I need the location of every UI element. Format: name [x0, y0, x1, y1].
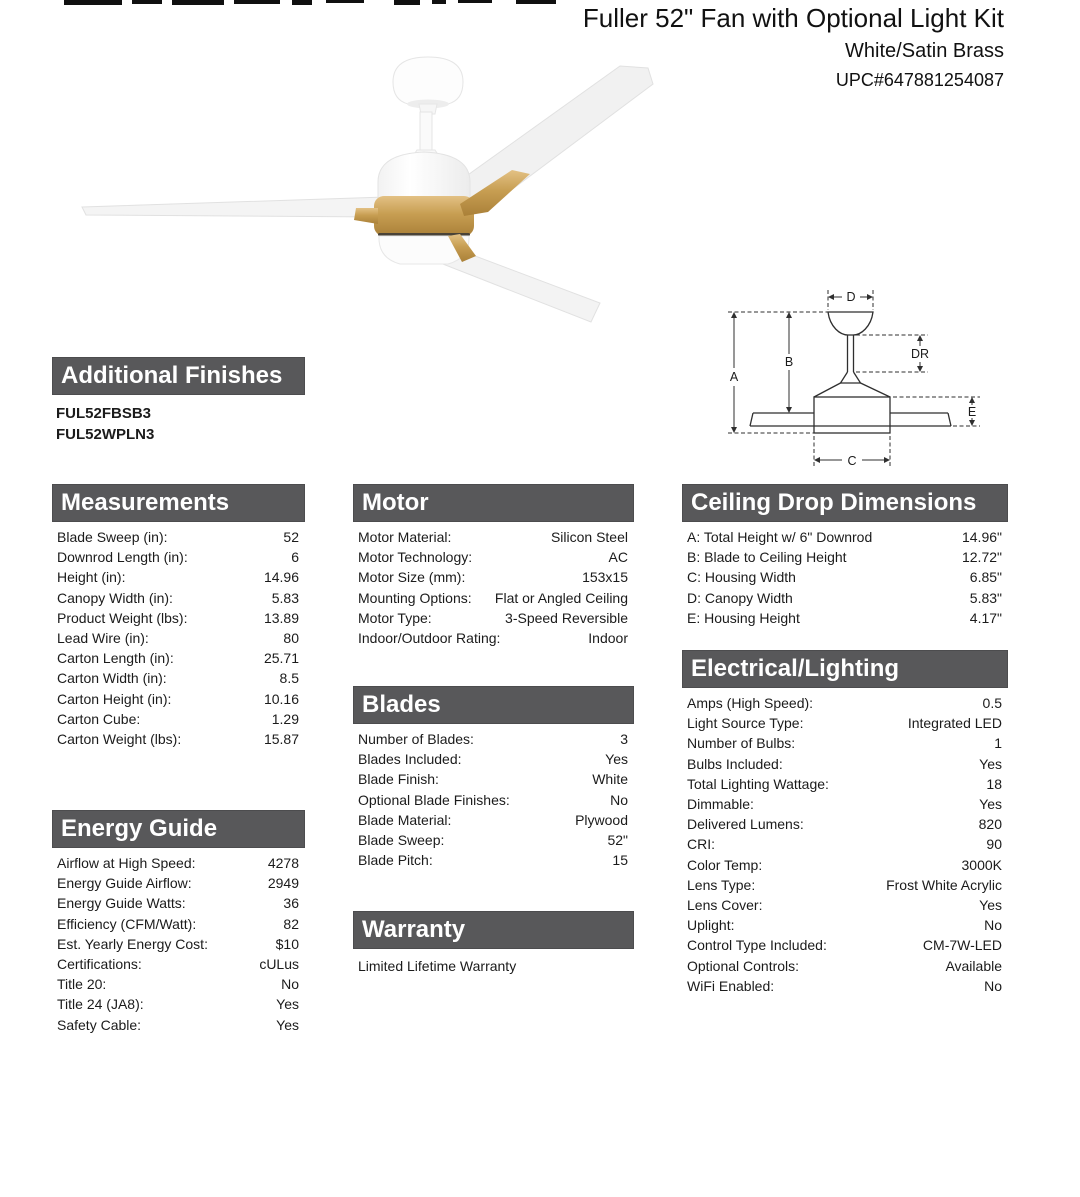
spec-label: Energy Guide Airflow:: [57, 875, 192, 892]
spec-label: Carton Cube:: [57, 710, 141, 727]
spec-row: [682, 915, 1008, 935]
spec-value: Available: [945, 957, 1002, 974]
fan-brass-arm-left: [354, 208, 378, 224]
spec-label: Lead Wire (in):: [57, 630, 149, 647]
spec-value: Indoor: [588, 630, 628, 647]
spec-row: [682, 814, 1008, 834]
spec-value: Integrated LED: [907, 715, 1002, 732]
spec-row: [52, 668, 305, 688]
spec-label: Motor Type:: [358, 609, 432, 626]
spec-label: Amps (High Speed):: [687, 695, 814, 712]
spec-label: Color Temp:: [687, 856, 763, 873]
spec-label: Indoor/Outdoor Rating:: [358, 630, 501, 647]
spec-label: Bulbs Included:: [687, 755, 783, 772]
spec-value: Plywood: [575, 811, 628, 828]
spec-value: No: [281, 976, 299, 993]
spec-value: 3: [620, 731, 628, 748]
spec-row: [52, 547, 305, 567]
spec-label: Motor Material:: [358, 529, 452, 546]
upc-code: UPC#647881254087: [835, 70, 1004, 90]
spec-label: E: Housing Height: [687, 609, 800, 626]
spec-row: [682, 774, 1008, 794]
spec-value: 52": [607, 832, 628, 849]
energy-guide-header: Energy Guide: [52, 810, 305, 848]
spec-row: [52, 628, 305, 648]
spec-label: Motor Technology:: [358, 549, 473, 566]
fan-blade-left: [82, 197, 390, 217]
spec-value: 153x15: [582, 569, 628, 586]
measurements-header: Measurements: [52, 484, 305, 522]
spec-value: AC: [608, 549, 628, 566]
spec-row: [52, 853, 305, 873]
spec-row: [52, 567, 305, 587]
spec-label: Blade Material:: [358, 811, 452, 828]
spec-row: [52, 709, 305, 729]
fan-blade-upper-right: [458, 66, 653, 206]
motor-section: [353, 484, 634, 648]
spec-row: [52, 689, 305, 709]
energy-guide-rows: [52, 848, 305, 1035]
spec-value: White: [592, 771, 628, 788]
spec-label: Product Weight (lbs):: [57, 609, 188, 626]
spec-value: Yes: [276, 996, 299, 1013]
ceiling-drop-rows: [682, 522, 1008, 628]
spec-label: Carton Weight (lbs):: [57, 730, 182, 747]
spec-label: Mounting Options:: [358, 589, 472, 606]
spec-value: 8.5: [279, 670, 299, 687]
spec-row: [52, 1015, 305, 1035]
motor-rows: [353, 522, 634, 648]
spec-value: 5.83": [969, 589, 1002, 606]
spec-label: Blade Sweep:: [358, 832, 445, 849]
spec-row: [52, 994, 305, 1014]
spec-value: 36: [283, 895, 299, 912]
spec-label: Canopy Width (in):: [57, 589, 173, 606]
spec-row: [52, 974, 305, 994]
diagram-label-c: C: [847, 454, 857, 468]
spec-row: [682, 935, 1008, 955]
spec-row: [682, 834, 1008, 854]
measurements-rows: [52, 522, 305, 749]
spec-row: [353, 608, 634, 628]
spec-row: [353, 769, 634, 789]
spec-label: Number of Bulbs:: [687, 735, 796, 752]
spec-value: No: [610, 791, 628, 808]
spec-label: Light Source Type:: [687, 715, 804, 732]
spec-label: D: Canopy Width: [687, 589, 793, 606]
spec-value: 1: [994, 735, 1002, 752]
spec-row: [353, 547, 634, 567]
spec-label: WiFi Enabled:: [687, 977, 775, 994]
finish-code: FUL52FBSB3: [56, 405, 152, 422]
spec-row: [52, 873, 305, 893]
spec-label: Blades Included:: [358, 751, 462, 768]
spec-value: 90: [986, 836, 1002, 853]
spec-label: Blade Finish:: [358, 771, 439, 788]
spec-label: Carton Height (in):: [57, 690, 172, 707]
spec-value: 12.72": [961, 549, 1002, 566]
spec-value: 15.87: [263, 730, 299, 747]
diagram-label-a: A: [729, 370, 739, 384]
spec-value: 18: [986, 775, 1002, 792]
spec-value: Yes: [979, 896, 1002, 913]
fan-brass-band: [374, 196, 474, 236]
diagram-bell: [841, 372, 861, 383]
additional-finishes-section: [52, 357, 305, 445]
electrical-lighting-section: [682, 650, 1008, 996]
diagram-downrod: [848, 335, 854, 372]
spec-label: Blade Pitch:: [358, 852, 433, 869]
spec-label: Height (in):: [57, 569, 126, 586]
spec-row: [353, 527, 634, 547]
finish-subtitle: White/Satin Brass: [845, 40, 1004, 62]
spec-label: Total Lighting Wattage:: [687, 775, 829, 792]
spec-value: CM-7W-LED: [922, 937, 1002, 954]
diagram-housing: [814, 397, 890, 433]
spec-value: 13.89: [263, 609, 299, 626]
spec-row: [52, 588, 305, 608]
spec-label: Uplight:: [687, 917, 735, 934]
spec-value: 0.5: [982, 695, 1002, 712]
spec-row: [52, 608, 305, 628]
spec-row: [682, 567, 1008, 587]
fan-product-image: [60, 40, 660, 340]
spec-row: [353, 588, 634, 608]
spec-label: Carton Width (in):: [57, 670, 167, 687]
spec-row: [682, 733, 1008, 753]
spec-row: [682, 754, 1008, 774]
diagram-canopy: [828, 312, 873, 335]
spec-value: Yes: [276, 1016, 299, 1033]
spec-value: Yes: [605, 751, 628, 768]
spec-label: Optional Blade Finishes:: [358, 791, 510, 808]
spec-value: 4278: [267, 855, 299, 872]
diagram-blade-left: [750, 413, 814, 426]
ceiling-drop-header: Ceiling Drop Dimensions: [682, 484, 1008, 522]
motor-header: Motor: [353, 484, 634, 522]
spec-row: [353, 749, 634, 769]
spec-value: 5.83: [271, 589, 299, 606]
finish-code: FUL52WPLN3: [56, 426, 155, 443]
spec-row: [682, 547, 1008, 567]
spec-row: [353, 810, 634, 830]
spec-label: Est. Yearly Energy Cost:: [57, 935, 208, 952]
spec-label: Airflow at High Speed:: [57, 855, 196, 872]
diagram-label-d: D: [846, 290, 856, 304]
spec-row: [353, 790, 634, 810]
spec-row: [353, 729, 634, 749]
spec-row: [52, 648, 305, 668]
diagram-label-b: B: [784, 355, 794, 369]
page-title: Fuller 52" Fan with Optional Light Kit: [582, 3, 1004, 33]
ceiling-drop-diagram: [710, 280, 1010, 480]
blades-rows: [353, 724, 634, 870]
spec-label: B: Blade to Ceiling Height: [687, 549, 847, 566]
spec-label: Lens Cover:: [687, 896, 763, 913]
spec-row: [353, 628, 634, 648]
spec-row: [682, 895, 1008, 915]
spec-value: $10: [275, 935, 299, 952]
spec-value: 4.17": [969, 609, 1002, 626]
spec-label: Downrod Length (in):: [57, 549, 188, 566]
diagram-label-dr: DR: [910, 347, 930, 361]
spec-label: C: Housing Width: [687, 569, 796, 586]
spec-row: [682, 955, 1008, 975]
spec-label: Title 20:: [57, 976, 107, 993]
spec-label: Number of Blades:: [358, 731, 474, 748]
spec-row: [682, 713, 1008, 733]
electrical-lighting-header: Electrical/Lighting: [682, 650, 1008, 688]
spec-row: [682, 527, 1008, 547]
additional-finishes-header: Additional Finishes: [52, 357, 305, 395]
spec-value: 1.29: [271, 710, 299, 727]
spec-value: 820: [978, 816, 1002, 833]
spec-label: Delivered Lumens:: [687, 816, 804, 833]
spec-value: 6.85": [969, 569, 1002, 586]
spec-label: A: Total Height w/ 6" Downrod: [687, 529, 873, 546]
spec-value: Frost White Acrylic: [886, 876, 1002, 893]
finish-code-list: [52, 395, 305, 445]
spec-label: Lens Type:: [687, 876, 756, 893]
spec-value: Yes: [979, 796, 1002, 813]
energy-guide-section: [52, 810, 305, 1035]
spec-row: [52, 893, 305, 913]
spec-row: [682, 608, 1008, 628]
spec-value: Flat or Angled Ceiling: [494, 589, 628, 606]
spec-label: Optional Controls:: [687, 957, 800, 974]
ceiling-drop-section: [682, 484, 1008, 628]
spec-value: 14.96": [961, 529, 1002, 546]
spec-row: [682, 794, 1008, 814]
spec-label: Efficiency (CFM/Watt):: [57, 915, 197, 932]
fan-downrod: [420, 112, 432, 152]
spec-value: 80: [283, 630, 299, 647]
spec-row: [52, 934, 305, 954]
blades-header: Blades: [353, 686, 634, 724]
spec-label: Motor Size (mm):: [358, 569, 466, 586]
spec-value: 3000K: [961, 856, 1002, 873]
spec-row: [353, 567, 634, 587]
spec-value: 3-Speed Reversible: [505, 609, 628, 626]
spec-value: 15: [612, 852, 628, 869]
spec-label: Certifications:: [57, 956, 142, 973]
spec-value: Silicon Steel: [550, 529, 628, 546]
spec-row: [682, 693, 1008, 713]
spec-row: [353, 850, 634, 870]
spec-row: [682, 588, 1008, 608]
spec-value: 82: [283, 915, 299, 932]
spec-value: cULus: [259, 956, 299, 973]
spec-label: Title 24 (JA8):: [57, 996, 144, 1013]
spec-value: 10.16: [263, 690, 299, 707]
spec-row: [52, 914, 305, 934]
spec-label: Safety Cable:: [57, 1016, 142, 1033]
spec-label: Control Type Included:: [687, 937, 827, 954]
spec-value: No: [984, 917, 1002, 934]
spec-value: No: [984, 977, 1002, 994]
spec-label: Blade Sweep (in):: [57, 529, 168, 546]
measurements-section: [52, 484, 305, 749]
spec-row: [52, 527, 305, 547]
blades-section: [353, 686, 634, 870]
spec-value: 14.96: [263, 569, 299, 586]
spec-value: 25.71: [263, 650, 299, 667]
spec-label: CRI:: [687, 836, 715, 853]
spec-row: [353, 830, 634, 850]
spec-label: Energy Guide Watts:: [57, 895, 186, 912]
diagram-label-e: E: [967, 405, 977, 419]
warranty-section: [353, 911, 634, 974]
spec-value: Yes: [979, 755, 1002, 772]
warranty-text: Limited Lifetime Warranty: [358, 958, 517, 974]
diagram-blade-right: [890, 413, 951, 426]
spec-row: [52, 729, 305, 749]
spec-label: Dimmable:: [687, 796, 754, 813]
spec-label: Carton Length (in):: [57, 650, 174, 667]
warranty-header: Warranty: [353, 911, 634, 949]
spec-row: [52, 954, 305, 974]
electrical-lighting-rows: [682, 688, 1008, 996]
fan-canopy: [393, 57, 463, 104]
spec-value: 2949: [267, 875, 299, 892]
spec-row: [682, 875, 1008, 895]
spec-value: 52: [283, 529, 299, 546]
spec-row: [682, 976, 1008, 996]
spec-row: [682, 855, 1008, 875]
spec-value: 6: [291, 549, 299, 566]
